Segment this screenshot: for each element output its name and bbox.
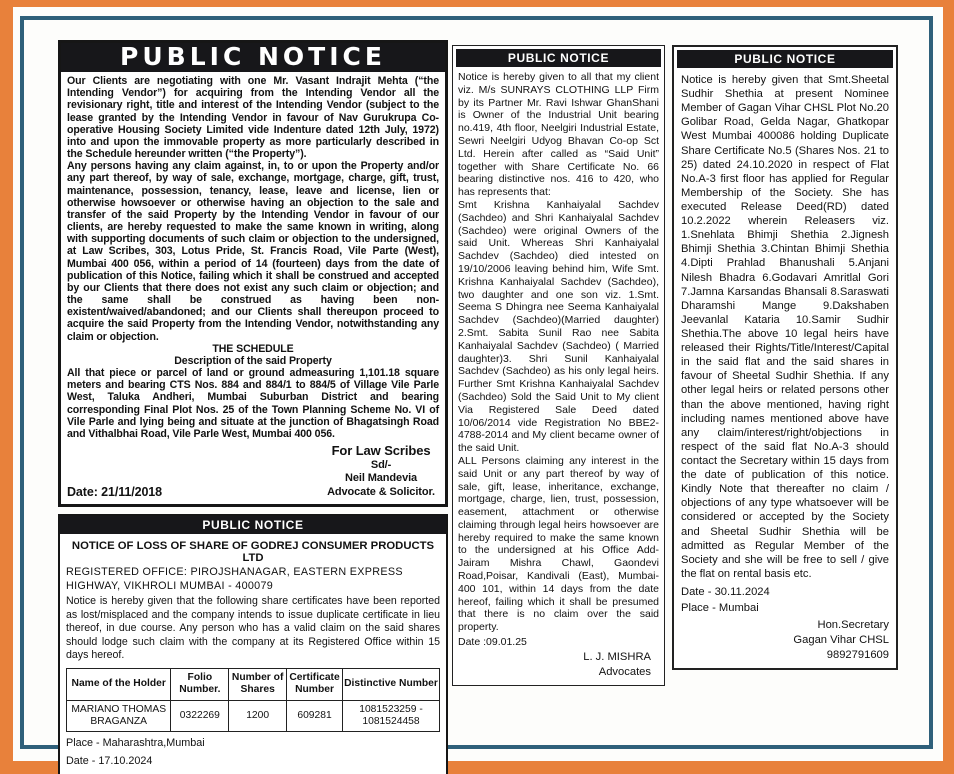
sunrays-paragraph-3: ALL Persons claiming any interest in the said Unit or any part thereof by way of sale, gift, lease, inheritance, exchange, mortgage, charge, lien, trust, possession, easement, attachment or otherwise claiming through legal heirs howsoever are hereby required to make the same known to the undersigned at his Office Add- Jairam Mishra Chawl, Gaondevi Road,Poisar, Kandivali (East), Mumbai- 400 101, within 14 days from the date hereof, failing which it shall be presumed that there is no claim over the said property. <box>458 454 659 634</box>
godrej-date: Date - 17.10.2024 <box>66 754 153 767</box>
mehta-date: Date: 21/11/2018 <box>67 484 163 499</box>
notice-sunrays-header-bar <box>456 49 661 67</box>
col-header-folio: Folio Number. <box>171 669 229 701</box>
mehta-sign-sd: Sd/- <box>370 459 392 472</box>
col-header-certificate: Certificate Number <box>287 669 343 701</box>
cell-folio-number: 0322269 <box>171 700 229 732</box>
shethia-paragraph: Notice is hereby given that Smt.Sheetal Sudhir Shethia at present Nominee Member of Gagan Vihar CHSL Plot No.20 Golibar Road, Gelda Nagar, Ghatkopar West Mumbai 400086 holding Duplicate Share Certificate No.5 (Shares Nos. 21 to 25) dated 24.10.2020 in respect of Flat No.A-3 first floor has applied for Regular Membership of the Society. She has executed Release Deed(RD) dated 10.2.2022 wherein Releasers viz. 1.Snehlata Bhimji Shethia 2.Jignesh Bhimji Shethia 3.Chintan Bhimji Shethia 4.Dipti Prahlad Bhanushali 5.Anjani Nilesh Bhadra 6.Godavari Amritlal Gori 7.Jamna Karsandas Bhansali 8.Saraswati Dharamshi Mange 9.Dakshaben Jeevanlal Kataria 10.Samir Sudhir Shethia.The above 10 legal heirs have released their Rights/Title/Interest/Capital in the said flat and the said shares in favour of Sheetal Sudhir Shethia. If any other legal heirs or related persons other than the above mentioned, having right including names mentioned above have any claim/interest/right/objections in respect of the said flat No.A-3 should contact the Secretary within 15 days from the date of publication of this notice. Kindly Note that thereafter no claim / objections of any type whatsoever will be considered or accepted by the Society and Sheetal Sudhir Shethia will be admitted as Regular Member of the Society and she will be free to sell / give the flat on rental basis etc. <box>681 74 889 580</box>
mehta-sign-name: Neil Mandevia <box>345 472 418 485</box>
godrej-place-date <box>66 735 440 770</box>
middle-column <box>452 45 665 686</box>
godrej-place: Place - Maharashtra,Mumbai <box>66 737 205 750</box>
notice-mehta-header-bar <box>61 43 445 72</box>
col-header-holder: Name of the Holder <box>67 669 171 701</box>
sunrays-signature-block <box>458 650 659 680</box>
mehta-paragraph-1: Our Clients are negotiating with one Mr. Vasant Indrajit Mehta (“the Intending Vendor”) for acquiring from the Intending Vendor all the revisionary right, title and interest of the Intending Vendor (subject to the lease granted by the Intending Vendor in favour of Nav Gurukrupa Co-operative Housing Society Limited vide Indenture dated 12th July, 1972) into and upon the immovable property as more particularly described in the Schedule hereunder written (“the Property”). <box>67 75 439 161</box>
notice-sunrays-header-text: PUBLIC NOTICE <box>507 51 610 65</box>
sunrays-date: Date :09.01.25 <box>458 636 527 649</box>
mehta-signature-row <box>67 443 439 499</box>
cell-certificate-number: 609281 <box>287 700 343 732</box>
notice-sunrays-body <box>453 67 664 685</box>
mehta-sign-title: Advocate & Solicitor. <box>327 485 435 498</box>
shethia-signature-block <box>681 618 889 662</box>
mehta-schedule-subtitle: Description of the said Property <box>174 354 332 367</box>
notice-mehta-body <box>61 72 445 504</box>
godrej-shares-table <box>66 668 440 732</box>
notice-godrej-header-text: PUBLIC NOTICE <box>202 518 304 533</box>
shethia-date: Date - 30.11.2024 <box>681 585 770 598</box>
shethia-sign-secretary: Hon.Secretary <box>817 619 889 632</box>
shethia-sign-society: Gagan Vihar CHSL <box>793 633 889 646</box>
notice-shethia-header-bar <box>677 50 893 68</box>
col-header-shares: Number of Shares <box>229 669 287 701</box>
table-header-row <box>67 669 440 701</box>
sunrays-paragraph-1: Notice is hereby given to all that my client viz. M/s SUNRAYS CLOTHING LLP Firm by its Partner Mr. Ravi Ishwar GhanShani is Owner of the Industrial Unit bearing no.419, 4th floor, Neelgiri Industrial Estate, Sewri Neelgiri Udyog Bhavan Co-op Sct Ltd. Herein after called as “Said Unit” together with Share Certificate No. 66 bearing distinctive nos. 416 to 420, who has represents that: <box>458 71 659 199</box>
cell-distinctive-number: 1081523259 - 1081524458 <box>343 700 440 732</box>
mehta-schedule-title: THE SCHEDULE <box>212 342 294 355</box>
notice-shethia-header-text: PUBLIC NOTICE <box>734 52 836 66</box>
right-column <box>672 45 898 670</box>
godrej-title: NOTICE OF LOSS OF SHARE OF GODREJ CONSUMER PRODUCTS LTD <box>71 540 435 565</box>
notice-sunrays-clothing <box>452 45 665 686</box>
mehta-paragraph-2: Any persons having any claim against, in, to or upon the Property and/or any part thereof, by way of sale, exchange, mortgage, charge, gift, trust, maintenance, possession, tenancy, lease, leave and license, lien or otherwise howsoever or otherwise having an objection to the sale and transfer of the said Property by the Intending Vendor in favour of our clients, are hereby requested to make the same known in writing, along with supporting documents of such claim or objection to the undersigned, at Law Scribes, 303, Lotus Pride, St. Francis Road, Vile Parte (West), Mumbai 400 056, within a period of 14 (fourteen) days from the date of publication of this Notice, failing which it shall be construed and accepted by our Clients that there does not exist any such claim or objection; and the same shall be construed as having been non-existent/waived/abandoned; and our Clients shall thereupon proceed to acquire the said Property from the Intending Vendor, notwithstanding any claim or objection. <box>67 160 439 343</box>
shethia-sign-phone: 9892791609 <box>826 648 889 661</box>
shethia-place: Place - Mumbai <box>681 602 759 615</box>
table-row <box>67 700 440 732</box>
godrej-registered-office: REGISTERED OFFICE: PIROJSHANAGAR, EASTERN EXPRESS HIGHWAY, VIKHROLI MUMBAI - 400079 <box>66 566 403 593</box>
cell-number-of-shares: 1200 <box>229 700 287 732</box>
notice-mehta-header-text: PUBLIC NOTICE <box>120 42 386 71</box>
notice-shethia-membership <box>672 45 898 670</box>
notice-shethia-body <box>674 68 896 668</box>
notice-mehta-property <box>58 40 448 507</box>
cell-holder-name: MARIANO THOMAS BRAGANZA <box>67 700 171 732</box>
sunrays-paragraph-2: Smt Krishna Kanhaiyalal Sachdev (Sachdeo) and Shri Kanhaiyalal Sachdev (Sachdeo) were original Owners of the said Unit. Whereas Shri Kanhaiyalal Sachdev (Sachdeo) died intested on 19/10/2006 leaving behind him, Wife Smt. Krishna Kanhaiyalal Sachdev (Sachdeo), two daughter and one son viz. 1.Smt. Seema S Dhingra nee Seema Kanhaiyalal Sachdev (Sachdeo)(Married daughter) 2.Smt. Sabita Sunil Rao nee Sabita Kanhaiyalal Sachdev (Sachdeo) ( Married daughter)3. Shri Sunil Kanhaiyalal Sachdev (Sachdeo) as his only legal heirs. Further Smt Krishna Kanhaiyalal Sachdev (Sachdeo) Sold the Said Unit to My client Via Registered Sale Deed dated 10/06/2014 vide Registration No BBE2-4788-2014 and My client became owner of the said Unit. <box>458 198 659 455</box>
notice-godrej-shares <box>58 514 448 774</box>
left-column <box>58 40 448 774</box>
notice-godrej-header-bar <box>60 516 446 534</box>
godrej-paragraph: Notice is hereby given that the following share certificates have been reported as lost/misplaced and the company intends to issue duplicate certificate in lieu thereof, in due course. Any person who has a valid claim on the said shares should lodge such claim with the company at its Registered Office within 15 days hereof. <box>66 595 440 662</box>
shethia-date-place <box>681 584 889 616</box>
sunrays-sign-name: L. J. MISHRA <box>583 650 651 663</box>
mehta-signature-block <box>327 443 439 499</box>
notice-godrej-body <box>60 534 446 774</box>
mehta-sign-for: For Law Scribes <box>331 443 431 459</box>
col-header-distinctive: Distinctive Number <box>343 669 440 701</box>
mehta-schedule-body: All that piece or parcel of land or ground admeasuring 1,101.18 square meters and bearing CTS Nos. 884 and 884/1 to 884/5 of Village Vile Parle West, Taluka Andheri, Mumbai Suburban District and bearing corresponding Final Plot Nos. 25 of the Town Planning Scheme No. VI of Vile Parle and lying being and situate at the junction of Bhagatsingh Road and Vithalbhai Road, Vile Parle West, Mumbai 400 056. <box>67 367 439 440</box>
sunrays-sign-title: Advocates <box>598 665 651 678</box>
